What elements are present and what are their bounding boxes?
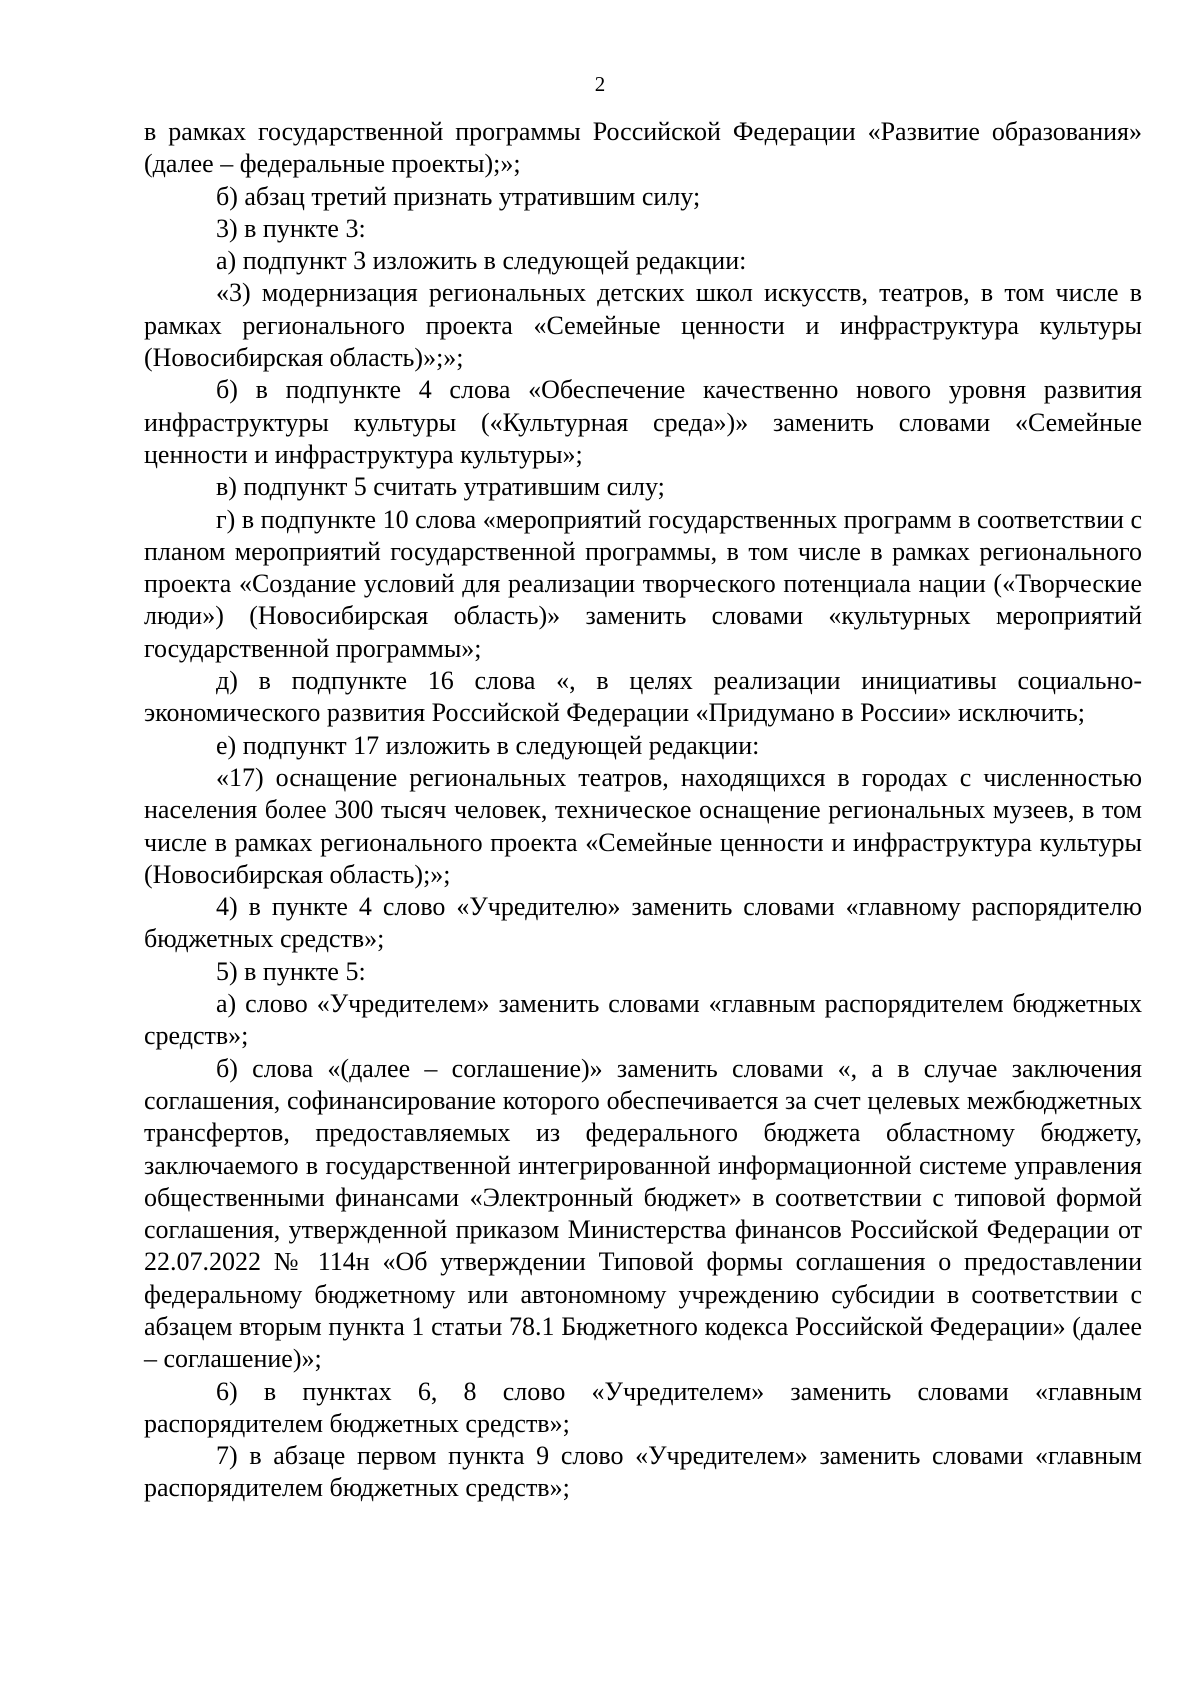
paragraph: 3) в пункте 3: bbox=[216, 213, 366, 243]
paragraph: г) в подпункте 10 слова «мероприятий государственных программ в соответствии с планом мероприятий государственной программы, в том числе в рамках регионального проекта «Создание условий для реализации творческого потенциала нации («Творческие люди») (Новосибирская область)» заменить словами «культурных мероприятий государственной программы»; bbox=[144, 504, 1142, 663]
paragraph: «17) оснащение региональных театров, находящихся в городах с численностью населения более 300 тысяч человек, техническое оснащение региональных музеев, в том числе в рамках регионального проекта «Семейные ценности и инфраструктура культуры (Новосибирская область);»; bbox=[144, 762, 1142, 889]
paragraph: д) в подпункте 16 слова «, в целях реализации инициативы социально-экономического развития Российской Федерации «Придумано в России» исключить; bbox=[144, 666, 1142, 728]
paragraph: 6) в пунктах 6, 8 слово «Учредителем» заменить словами «главным распорядителем бюджетных средств»; bbox=[144, 1376, 1142, 1438]
document-body bbox=[144, 116, 1142, 1505]
page-number: 2 bbox=[594, 72, 606, 96]
paragraph: а) слово «Учредителем» заменить словами «главным распорядителем бюджетных средств»; bbox=[144, 989, 1142, 1051]
paragraph: б) слова «(далее – соглашение)» заменить словами «, а в случае заключения соглашения, софинансирование которого обеспечивается за счет целевых межбюджетных трансфертов, предоставляемых из федерального бюджета областному бюджету, заключаемого в государственной интегрированной информационной системе управления общественными финансами «Электронный бюджет» в соответствии с типовой формой соглашения, утвержденной приказом Министерства финансов Российской Федерации от 22.07.2022 № 114н «Об утверждении Типовой формы соглашения о предоставлении федеральному бюджетному или автономному учреждению субсидии в соответствии с абзацем вторым пункта 1 статьи 78.1 Бюджетного кодекса Российской Федерации» (далее – соглашение)»; bbox=[144, 1053, 1142, 1374]
paragraph: «3) модернизация региональных детских школ искусств, театров, в том числе в рамках регионального проекта «Семейные ценности и инфраструктура культуры (Новосибирская область)»;»; bbox=[144, 278, 1142, 373]
paragraph: 5) в пункте 5: bbox=[216, 956, 366, 986]
paragraph: б) абзац третий признать утратившим силу; bbox=[216, 181, 701, 211]
paragraph: а) подпункт 3 изложить в следующей редакции: bbox=[216, 246, 747, 276]
paragraph: в) подпункт 5 считать утратившим силу; bbox=[216, 472, 665, 502]
paragraph: б) в подпункте 4 слова «Обеспечение качественно нового уровня развития инфраструктуры культуры («Культурная среда»)» заменить словами «Семейные ценности и инфраструктура культуры»; bbox=[144, 375, 1142, 469]
paragraph: в рамках государственной программы Российской Федерации «Развитие образования» (далее – федеральные проекты);»; bbox=[144, 117, 1142, 179]
paragraph: 4) в пункте 4 слово «Учредителю» заменить словами «главному распорядителю бюджетных средств»; bbox=[144, 892, 1142, 954]
paragraph: е) подпункт 17 изложить в следующей редакции: bbox=[216, 730, 760, 760]
paragraph: 7) в абзаце первом пункта 9 слово «Учредителем» заменить словами «главным распорядителем бюджетных средств»; bbox=[144, 1441, 1142, 1503]
